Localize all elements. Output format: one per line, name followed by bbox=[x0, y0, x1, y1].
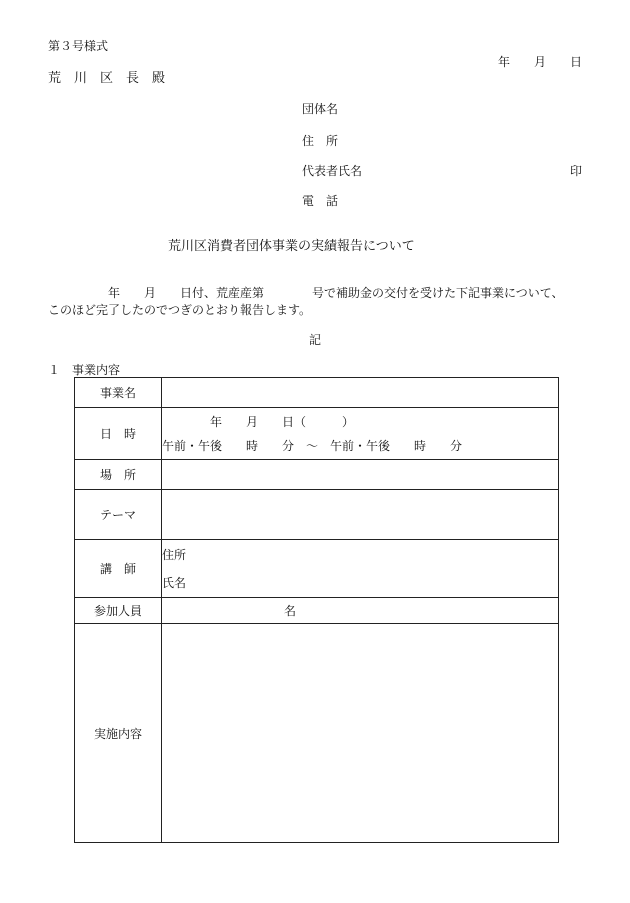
addressee: 荒 川 区 長 殿 bbox=[48, 71, 166, 86]
table-row-theme bbox=[75, 490, 559, 540]
section-label: １ 事業内容 bbox=[48, 363, 121, 377]
table-row-content bbox=[75, 624, 559, 843]
theme-label: テーマ bbox=[75, 490, 162, 540]
date-line: 年 月 日 bbox=[498, 55, 583, 69]
participants-cell[interactable] bbox=[162, 598, 559, 624]
content-label: 実施内容 bbox=[75, 624, 162, 843]
representative-label: 代表者氏名 bbox=[302, 164, 363, 178]
lecturer-name-label: 氏名 bbox=[162, 575, 187, 590]
lecturer-label: 講 師 bbox=[75, 540, 162, 598]
org-name-label: 団体名 bbox=[302, 102, 339, 116]
address-label: 住 所 bbox=[302, 134, 339, 148]
datetime-label: 日 時 bbox=[75, 408, 162, 460]
event-name-label: 事業名 bbox=[75, 378, 162, 408]
table-row-date bbox=[75, 408, 559, 460]
content-cell[interactable] bbox=[162, 624, 559, 843]
time-value: 午前・午後 時 分 ～ 午前・午後 時 分 bbox=[162, 438, 463, 453]
report-table bbox=[74, 377, 559, 843]
table-row-place bbox=[75, 460, 559, 490]
date-value: 年 月 日（ ） bbox=[210, 414, 355, 429]
form-number: 第３号様式 bbox=[48, 39, 109, 53]
place-label: 場 所 bbox=[75, 460, 162, 490]
table-row-participants bbox=[75, 598, 559, 624]
seal-mark: 印 bbox=[570, 164, 583, 178]
theme-cell[interactable] bbox=[162, 490, 559, 540]
phone-label: 電 話 bbox=[302, 194, 339, 208]
event-name-cell[interactable] bbox=[162, 378, 559, 408]
document-title: 荒川区消費者団体事業の実績報告について bbox=[168, 239, 415, 254]
table-row-lecturer bbox=[75, 540, 559, 598]
body-line-1: 年 月 日付、荒産産第 号で補助金の交付を受けた下記事業について、 bbox=[108, 286, 564, 300]
datetime-cell[interactable] bbox=[162, 408, 559, 460]
participants-unit: 名 bbox=[284, 604, 297, 618]
lecturer-cell[interactable] bbox=[162, 540, 559, 598]
place-cell[interactable] bbox=[162, 460, 559, 490]
participants-label: 参加人員 bbox=[75, 598, 162, 624]
ki-heading: 記 bbox=[309, 333, 322, 347]
body-line-2: このほど完了したのでつぎのとおり報告します。 bbox=[48, 303, 312, 317]
lecturer-address-label: 住所 bbox=[162, 547, 187, 562]
table-row-name bbox=[75, 378, 559, 408]
